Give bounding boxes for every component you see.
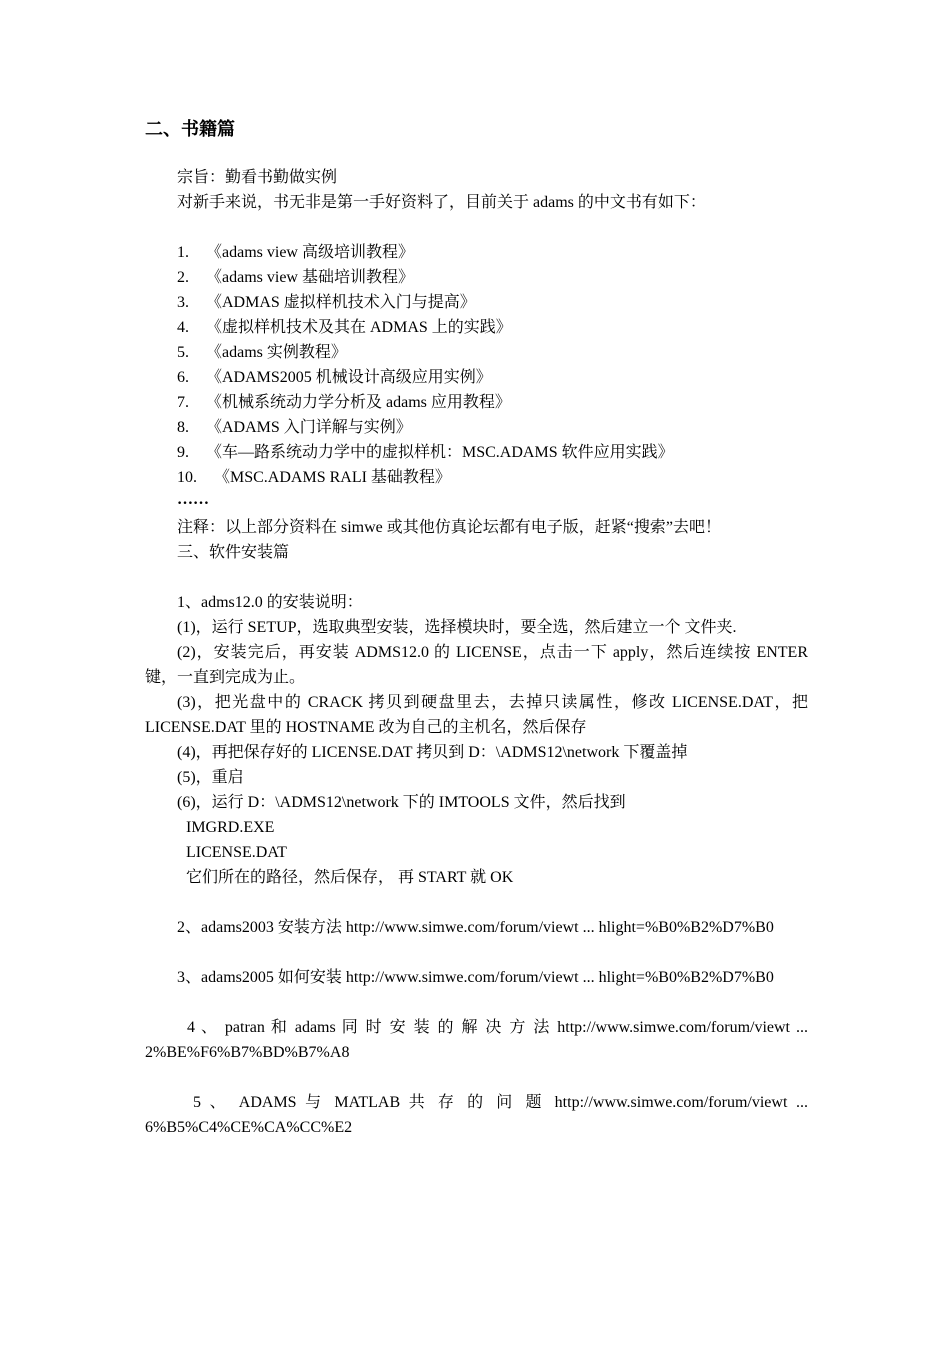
- book-number: 4.: [177, 319, 189, 336]
- book-title: 《adams view 基础培训教程》: [206, 269, 414, 286]
- install-step-3: (3)，把光盘中的 CRACK 拷贝到硬盘里去，去掉只读属性，修改 LICENSE.DAT，把 LICENSE.DAT 里的 HOSTNAME 改为自己的主机名，然后保存: [145, 694, 808, 736]
- install-step-2: (2)，安装完后，再安装 ADMS12.0 的 LICENSE，点击一下 apply，然后连续按 ENTER 键，一直到完成为止。: [145, 644, 808, 686]
- book-number: 3.: [177, 294, 189, 311]
- book-list-item: [177, 268, 414, 288]
- book-list-item: [177, 368, 492, 388]
- link-patran-adams[interactable]: 4 、 patran 和 adams 同 时 安 装 的 解 决 方 法 http://www.simwe.com/forum/viewt ... 2%BE%F6%B7%BD%B7%A8: [145, 1019, 808, 1061]
- book-number: 6.: [177, 369, 189, 386]
- install-step-1: (1)，运行 SETUP，选取典型安装，选择模块时，要全选，然后建立一个 文件夹.: [177, 619, 737, 636]
- book-list-item: [177, 293, 476, 313]
- section-heading-books: 二、书籍篇: [145, 119, 235, 140]
- book-title: 《MSC.ADAMS RALI 基础教程》: [214, 469, 451, 486]
- ellipsis: ……: [177, 491, 209, 508]
- book-list-item: [177, 393, 511, 413]
- purpose-line: 宗旨：勤看书勤做实例: [177, 169, 338, 186]
- book-list-item: [177, 343, 347, 363]
- book-list-item: [177, 443, 674, 463]
- install-file-license: LICENSE.DAT: [186, 844, 287, 861]
- book-number: 2.: [177, 269, 189, 286]
- link-adams2003[interactable]: 2、adams2003 安装方法 http://www.simwe.com/forum/viewt ... hlight=%B0%B2%D7%B0: [177, 919, 774, 936]
- install-final: 它们所在的路径，然后保存， 再 START 就 OK: [186, 869, 514, 886]
- install-file-imgrd: IMGRD.EXE: [186, 819, 275, 836]
- install-step-5: (5)，重启: [177, 769, 244, 786]
- book-title: 《adams 实例教程》: [206, 344, 347, 361]
- book-number: 8.: [177, 419, 189, 436]
- book-title: 《ADAMS 入门详解与实例》: [206, 419, 412, 436]
- section-heading-install: 三、软件安装篇: [177, 544, 290, 561]
- link-adams2005[interactable]: 3、adams2005 如何安装 http://www.simwe.com/forum/viewt ... hlight=%B0%B2%D7%B0: [177, 969, 774, 986]
- book-number: 5.: [177, 344, 189, 361]
- install-step-4: (4)，再把保存好的 LICENSE.DAT 拷贝到 D：\ADMS12\network 下覆盖掉: [177, 744, 688, 761]
- install-title: 1、adms12.0 的安装说明：: [177, 594, 363, 611]
- book-title: 《ADAMS2005 机械设计高级应用实例》: [206, 369, 492, 386]
- book-list-item: [177, 243, 414, 263]
- book-number: 1.: [177, 244, 189, 261]
- book-number: 9.: [177, 444, 189, 461]
- book-number: 10.: [177, 469, 197, 486]
- note-line: 注释：以上部分资料在 simwe 或其他仿真论坛都有电子版，赶紧“搜索”去吧！: [177, 519, 721, 536]
- book-number: 7.: [177, 394, 189, 411]
- book-title: 《ADMAS 虚拟样机技术入门与提高》: [206, 294, 476, 311]
- book-list-item: [177, 418, 412, 438]
- book-title: 《虚拟样机技术及其在 ADMAS 上的实践》: [206, 319, 512, 336]
- book-title: 《adams view 高级培训教程》: [206, 244, 414, 261]
- book-title: 《车—路系统动力学中的虚拟样机：MSC.ADAMS 软件应用实践》: [206, 444, 674, 461]
- summary-line: 对新手来说，书无非是第一手好资料了，目前关于 adams 的中文书有如下：: [177, 194, 706, 211]
- book-list-item: [177, 468, 451, 488]
- book-list-item: [177, 318, 512, 338]
- book-title: 《机械系统动力学分析及 adams 应用教程》: [206, 394, 511, 411]
- link-adams-matlab[interactable]: 5 、 ADAMS 与 MATLAB 共 存 的 问 题 http://www.simwe.com/forum/viewt ... 6%B5%C4%CE%CA%CC%E2: [145, 1094, 808, 1136]
- install-step-6: (6)，运行 D：\ADMS12\network 下的 IMTOOLS 文件，然后找到: [177, 794, 626, 811]
